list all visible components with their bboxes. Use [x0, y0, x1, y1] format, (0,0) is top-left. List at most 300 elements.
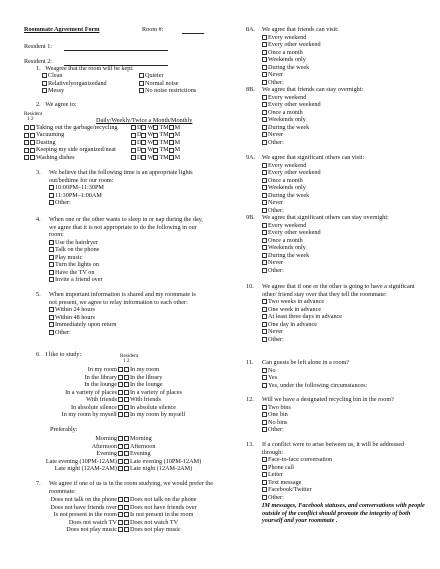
q3-number: 3. — [36, 169, 41, 176]
q8b-checkbox[interactable] — [262, 117, 267, 122]
q10-checkbox[interactable] — [262, 337, 267, 342]
q2-freq-code: W — [147, 131, 154, 139]
q2-freq-checkbox[interactable] — [169, 148, 174, 153]
q2-freq-checkbox[interactable] — [131, 140, 136, 145]
q13-option: Letter — [268, 471, 283, 479]
q2-freq-code: W — [147, 123, 154, 131]
q6-pref-option: Late evening (10PM-12AM) — [45, 457, 117, 465]
q7-option: Does not play music — [130, 526, 181, 533]
q13-checkbox[interactable] — [262, 465, 267, 470]
q12-checkbox[interactable] — [262, 412, 267, 417]
q8b-checkbox[interactable] — [262, 140, 267, 145]
q8b-checkbox[interactable] — [262, 95, 267, 100]
q2-freq-code: W — [147, 153, 154, 161]
q6-resident-label: Resident — [120, 353, 139, 359]
q2-task-rows — [24, 124, 229, 162]
q8a-checkbox[interactable] — [262, 50, 267, 55]
q9a-checkbox[interactable] — [262, 185, 267, 190]
q12-checkbox[interactable] — [262, 405, 267, 410]
q2-resident2-checkbox[interactable] — [30, 140, 35, 145]
q9a-checkbox[interactable] — [262, 163, 267, 168]
q8a-checkbox[interactable] — [262, 35, 267, 40]
q5-checkbox[interactable] — [49, 322, 54, 327]
q2-freq-checkbox[interactable] — [169, 133, 174, 138]
q2-resident1-checkbox[interactable] — [24, 133, 29, 138]
q4-checkbox[interactable] — [49, 240, 54, 245]
q2-resident2-checkbox[interactable] — [30, 155, 35, 160]
q5-text: When important information is shared and my roommate is not present, we agree to relay information to each other: — [49, 291, 196, 306]
q1-checkbox[interactable] — [42, 88, 47, 93]
q10-option: Two weeks in advance — [268, 298, 325, 306]
q2-task-label: Taking out the garbage/recycling — [36, 123, 118, 131]
q7-option: Does not watch TV — [130, 518, 179, 526]
q13-checkbox[interactable] — [262, 495, 267, 500]
q4-checkbox[interactable] — [49, 270, 54, 275]
q11-checkbox[interactable] — [262, 375, 267, 380]
resident1-label: Resident 1: — [24, 43, 53, 50]
q2-task-label: Vacuuming — [36, 131, 65, 139]
q6-pref-checkbox[interactable] — [124, 466, 129, 471]
q8a-option: Other: — [268, 78, 284, 86]
q2-freq-code: TM — [159, 131, 169, 139]
q7-checkbox[interactable] — [118, 520, 123, 525]
q8a-checkbox[interactable] — [262, 80, 267, 85]
q1-number: 1. — [36, 65, 41, 72]
q6-option: In absolute silence — [130, 403, 177, 411]
q6-checkbox[interactable] — [124, 397, 129, 402]
q6-checkbox[interactable] — [118, 405, 123, 410]
q3-checkbox[interactable] — [49, 185, 54, 190]
q1-option: No noise restrictions — [145, 87, 197, 94]
q6-pref-checkbox[interactable] — [124, 459, 129, 464]
q9b-option: Weekends only — [268, 244, 306, 252]
q1-option: Relativelyorganizedand — [48, 79, 107, 87]
q2-freq-code: M — [174, 131, 181, 139]
q4-option: Invite a friend over — [55, 276, 103, 284]
q8a-checkbox[interactable] — [262, 57, 267, 62]
question-9a — [246, 154, 432, 214]
q9a-checkbox[interactable] — [262, 193, 267, 198]
q2-resident1-checkbox[interactable] — [24, 148, 29, 153]
q9b-checkbox[interactable] — [262, 238, 267, 243]
q8a-option: Every weekend — [268, 33, 307, 41]
q12-number: 12. — [246, 396, 254, 403]
q9b-checkbox[interactable] — [262, 268, 267, 273]
q8b-checkbox[interactable] — [262, 110, 267, 115]
question-6 — [36, 351, 226, 364]
q6-pref-option: Afternoon — [130, 442, 156, 450]
q7-option: Does not watch TV — [68, 518, 117, 526]
q3-checkbox[interactable] — [49, 200, 54, 205]
q6-checkbox[interactable] — [118, 367, 123, 372]
q5-option: Immediately upon return — [55, 321, 117, 329]
q7-option: Does not play music — [66, 526, 117, 533]
q1-checkbox[interactable] — [42, 73, 47, 78]
q6-pref-checkbox[interactable] — [124, 444, 129, 449]
q8b-checkbox[interactable] — [262, 125, 267, 130]
q13-option: Other: — [268, 493, 284, 501]
q2-freq-checkbox[interactable] — [141, 125, 146, 130]
q10-number: 10. — [246, 283, 254, 290]
q2-resident1-checkbox[interactable] — [24, 155, 29, 160]
q3-option: 11:30PM–1:00AM — [55, 191, 102, 199]
q6-option: In a variety of places — [65, 388, 117, 396]
q2-freq-code: D — [137, 138, 142, 146]
q2-freq-checkbox[interactable] — [153, 155, 158, 160]
q6-pref-option: Late evening (10PM-12AM) — [130, 457, 202, 465]
q3-checkbox[interactable] — [49, 193, 54, 198]
question-10 — [246, 283, 432, 343]
q9b-text: We agree that significant others can stay overnight: — [262, 214, 389, 221]
q1-checkbox[interactable] — [42, 81, 47, 86]
q7-text: We agree if one of us is in the room studying, we would prefer the roommate: — [49, 480, 213, 495]
q6-left-options — [24, 366, 124, 419]
q6-checkbox[interactable] — [124, 390, 129, 395]
q4-option: Use the hairdryer — [55, 238, 98, 246]
q10-checkbox[interactable] — [262, 322, 267, 327]
q4-checkbox[interactable] — [49, 277, 54, 282]
q6-pref-option: Morning — [130, 435, 152, 442]
table-row — [24, 154, 229, 162]
q9a-option: During the week — [268, 191, 310, 199]
q11-option: Yes, under the following circumstances: — [268, 381, 368, 389]
question-9b — [246, 214, 432, 274]
q9b-checkbox[interactable] — [262, 245, 267, 250]
q7-option: Is not present in the room — [130, 511, 194, 518]
q6-checkbox[interactable] — [124, 367, 129, 372]
q8a-checkbox[interactable] — [262, 65, 267, 70]
q9a-checkbox[interactable] — [262, 208, 267, 213]
q8b-checkbox[interactable] — [262, 102, 267, 107]
q6-option: In the library — [84, 373, 117, 381]
question-13 — [246, 441, 432, 525]
q7-checkbox[interactable] — [124, 512, 129, 517]
question-8a — [246, 26, 432, 86]
q10-checkbox[interactable] — [262, 307, 267, 312]
q9b-checkbox[interactable] — [262, 253, 267, 258]
q7-checkbox[interactable] — [124, 505, 129, 510]
q2-freq-checkbox[interactable] — [141, 148, 146, 153]
q2-freq-checkbox[interactable] — [141, 133, 146, 138]
q10-option: One week in advance — [268, 305, 322, 313]
q8b-option: Every other weekend — [268, 101, 321, 109]
q4-checkbox[interactable] — [49, 255, 54, 260]
q1-left-options — [42, 72, 107, 95]
q6-pref-option: Late night (12AM-2AM) — [130, 465, 193, 472]
q3-option: Other: — [55, 199, 71, 207]
q6-checkbox[interactable] — [118, 390, 123, 395]
question-8b — [246, 86, 432, 146]
q2-freq-checkbox[interactable] — [141, 155, 146, 160]
q9a-option: Other: — [268, 206, 284, 214]
q2-freq-code: M — [174, 138, 181, 146]
q8a-checkbox[interactable] — [262, 42, 267, 47]
q2-resident1-checkbox[interactable] — [24, 125, 29, 130]
q2-resident-label: Resident — [24, 111, 43, 117]
q10-checkbox[interactable] — [262, 299, 267, 304]
q12-text: Will we have a designated recycling bin in the room? — [262, 396, 394, 403]
q12-option: Other: — [268, 426, 284, 434]
q5-number: 5. — [36, 291, 41, 298]
q2-freq-code: D — [137, 123, 142, 131]
q4-option: Talk on the phone — [55, 246, 100, 254]
q11-checkbox[interactable] — [262, 368, 267, 373]
q2-freq-code: TM — [159, 138, 169, 146]
q2-resident2-checkbox[interactable] — [30, 133, 35, 138]
q7-checkbox[interactable] — [124, 527, 129, 532]
q13-checkbox[interactable] — [262, 472, 267, 477]
q1-option: Normal noise — [145, 79, 179, 87]
q8b-option: Every weekend — [268, 93, 307, 101]
q2-freq-checkbox[interactable] — [153, 148, 158, 153]
q6-checkbox[interactable] — [124, 412, 129, 417]
q13-checkbox[interactable] — [262, 487, 267, 492]
q1-right-options — [139, 72, 196, 95]
q2-resident-nums: 1 2 — [27, 116, 34, 122]
q9a-option: Once a month — [268, 176, 303, 184]
q2-freq-code: D — [137, 146, 142, 154]
q5-checkbox[interactable] — [49, 330, 54, 335]
q6-checkbox[interactable] — [118, 375, 123, 380]
q6-option: With friends — [86, 396, 117, 403]
resident1-field[interactable] — [64, 45, 168, 51]
q2-freq-code: TM — [159, 123, 169, 131]
q1-option: Quieter — [145, 72, 164, 79]
q6-checkbox[interactable] — [118, 382, 123, 387]
q8a-option: Weekends only — [268, 56, 306, 64]
q6-option: In the lounge — [130, 381, 163, 388]
q6-pref-checkbox[interactable] — [124, 451, 129, 456]
q6-pref-option: Late night (12AM-2AM) — [54, 465, 117, 472]
q7-option: Does not talk on the phone — [130, 496, 197, 503]
q5-checkbox[interactable] — [49, 315, 54, 320]
q5-option: Other: — [55, 328, 71, 336]
q2-freq-checkbox[interactable] — [153, 140, 158, 145]
q7-option: Is not present in the room — [53, 511, 117, 518]
q7-option: Does not have friends over — [130, 503, 197, 511]
q5-option: Within 24 hours — [55, 306, 95, 314]
q6-right-options — [124, 366, 224, 419]
q9a-checkbox[interactable] — [262, 170, 267, 175]
q6-pref-left-options — [24, 435, 124, 473]
q13-text: If a conflict were to arise between us, it will be addressed through: — [262, 441, 405, 456]
q12-option: One bin — [268, 411, 288, 419]
q4-text: When one or the other wants to sleep in or nap during the day, we agree that it is not appropriate to do the following in our room: — [49, 216, 203, 239]
question-3 — [36, 169, 216, 207]
q6-checkbox[interactable] — [118, 412, 123, 417]
question-4 — [36, 216, 216, 284]
q4-number: 4. — [36, 216, 41, 223]
q2-freq-code: D — [137, 153, 142, 161]
q2-freq-checkbox[interactable] — [153, 133, 158, 138]
q9b-option: Other: — [268, 266, 284, 274]
q7-checkbox[interactable] — [118, 505, 123, 510]
q4-checkbox[interactable] — [49, 262, 54, 267]
table-row — [24, 147, 229, 155]
q9b-option: Every other weekend — [268, 229, 321, 237]
q6-pref-checkbox[interactable] — [124, 436, 129, 441]
q7-checkbox[interactable] — [118, 527, 123, 532]
q5-checkbox[interactable] — [49, 307, 54, 312]
q2-frequency-header: Daily/Weekly/Twice a Month/Monthly — [96, 117, 193, 124]
q11-checkbox[interactable] — [262, 383, 267, 388]
q8b-text: We agree that friends can stay overnight: — [262, 86, 364, 93]
q13-checkbox[interactable] — [262, 480, 267, 485]
q9a-checkbox[interactable] — [262, 200, 267, 205]
q6-pref-option: Evening — [96, 450, 117, 457]
q2-freq-checkbox[interactable] — [169, 155, 174, 160]
q6-checkbox[interactable] — [124, 405, 129, 410]
q1-checkbox[interactable] — [139, 73, 144, 78]
q6-checkbox[interactable] — [118, 397, 123, 402]
q1-option: Clean — [48, 72, 63, 79]
q7-left-options — [24, 496, 124, 534]
q7-option: Does not talk on the phone — [50, 496, 117, 503]
q2-freq-code: TM — [159, 146, 169, 154]
resident1-row — [24, 43, 229, 51]
q12-checkbox[interactable] — [262, 427, 267, 432]
q2-freq-checkbox[interactable] — [131, 148, 136, 153]
q12-checkbox[interactable] — [262, 420, 267, 425]
table-row — [24, 139, 229, 147]
form-title: Roommate Agreement Form — [24, 26, 100, 33]
q6-option: In my room — [87, 366, 117, 373]
q12-option: Two bins — [268, 403, 291, 411]
q6-pref-checkbox[interactable] — [118, 466, 123, 471]
q7-checkbox[interactable] — [118, 497, 123, 502]
q2-resident2-checkbox[interactable] — [30, 125, 35, 130]
q2-freq-checkbox[interactable] — [131, 125, 136, 130]
q7-option: Does not have friends over — [50, 503, 117, 511]
q7-checkbox[interactable] — [124, 520, 129, 525]
q2-freq-checkbox[interactable] — [153, 125, 158, 130]
q6-option: In my room by myself — [130, 411, 186, 418]
q5-option: Within 48 hours — [55, 313, 95, 321]
q9a-option: Weekends only — [268, 184, 306, 192]
q6-option: In my room by myself — [61, 411, 117, 418]
q2-freq-checkbox[interactable] — [141, 140, 146, 145]
q11-option: Yes — [268, 374, 278, 382]
q13-option: Phone call — [268, 463, 294, 471]
q4-checkbox[interactable] — [49, 247, 54, 252]
q11-text: Can guests be left alone in a room? — [262, 359, 350, 366]
q2-task-label: Keeping my side organized/neat — [36, 146, 116, 154]
question-11 — [246, 359, 432, 389]
q2-freq-checkbox[interactable] — [131, 133, 136, 138]
q2-task-label: Dusting — [36, 138, 56, 146]
room-number-field[interactable] — [182, 28, 204, 34]
q2-resident2-checkbox[interactable] — [30, 148, 35, 153]
q10-checkbox[interactable] — [262, 329, 267, 334]
q6-option: In absolute silence — [70, 403, 117, 411]
q8a-checkbox[interactable] — [262, 72, 267, 77]
q6-option: In my room — [130, 366, 160, 373]
q2-freq-checkbox[interactable] — [131, 155, 136, 160]
q7-checkbox[interactable] — [118, 512, 123, 517]
q1-checkbox[interactable] — [139, 88, 144, 93]
q1-checkbox[interactable] — [139, 81, 144, 86]
q8a-number: 8A. — [246, 26, 256, 33]
q9b-checkbox[interactable] — [262, 230, 267, 235]
question-1 — [36, 65, 226, 94]
q6-preferably-label: Preferably: — [50, 426, 78, 433]
q8b-option: Other: — [268, 138, 284, 146]
q10-option: At least three days in advance — [268, 313, 343, 321]
q9a-option: Never — [268, 199, 284, 207]
question-12 — [246, 396, 432, 434]
q6-option: In a variety of places — [130, 388, 182, 396]
q1-option: Messy — [48, 87, 65, 94]
q3-text: We believe that the following time is an appropriate lights out/bedtime for our room: — [49, 169, 193, 184]
q1-text: Weagree that the room will be kept: — [45, 65, 134, 72]
q9b-number: 9B. — [246, 214, 255, 221]
q6-checkbox[interactable] — [124, 382, 129, 387]
q9a-option: Every weekend — [268, 161, 307, 169]
q7-checkbox[interactable] — [124, 497, 129, 502]
q2-text: We agree to: — [45, 101, 77, 108]
question-5 — [36, 291, 216, 336]
q13-option: Text message — [268, 478, 302, 486]
q7-right-options — [124, 496, 224, 534]
q6-option: In the lounge — [84, 381, 117, 388]
q13-number: 13. — [246, 441, 254, 448]
q2-freq-code: D — [137, 131, 142, 139]
q8b-option: During the week — [268, 123, 310, 131]
q6-number: 6. — [36, 351, 41, 358]
q6-pref-checkbox[interactable] — [118, 451, 123, 456]
q8b-option: Once a month — [268, 108, 303, 116]
q8b-number: 8B. — [246, 86, 255, 93]
q6-pref-right-options — [124, 435, 224, 473]
q8a-text: We agree that friends can visit: — [262, 26, 339, 33]
resident2-label: Resident 2: — [24, 58, 53, 65]
q6-pref-checkbox[interactable] — [118, 459, 123, 464]
q8b-option: Weekends only — [268, 116, 306, 124]
q9b-option: Every weekend — [268, 221, 307, 229]
q11-option: No — [268, 366, 276, 374]
q4-option: Turn the lights on — [55, 261, 99, 269]
q9a-checkbox[interactable] — [262, 178, 267, 183]
q6-checkbox[interactable] — [124, 375, 129, 380]
q8a-option: Once a month — [268, 48, 303, 56]
q6-pref-checkbox[interactable] — [118, 436, 123, 441]
room-number-label: Room #: — [142, 26, 164, 33]
q13-checkbox[interactable] — [262, 457, 267, 462]
q13-option: Facebook/Twitter — [268, 486, 312, 494]
q2-task-label: Washing dishes — [36, 153, 75, 161]
q10-option: Other: — [268, 335, 284, 343]
q2-freq-checkbox[interactable] — [169, 140, 174, 145]
q6-pref-option: Evening — [130, 450, 151, 457]
q9a-number: 9A. — [246, 154, 256, 161]
q13-option: Face-to-face conversation — [268, 456, 333, 464]
q6-option: In the library — [130, 373, 163, 381]
q2-resident1-checkbox[interactable] — [24, 140, 29, 145]
q6-pref-checkbox[interactable] — [118, 444, 123, 449]
q9b-checkbox[interactable] — [262, 223, 267, 228]
q2-freq-code: W — [147, 138, 154, 146]
q2-freq-checkbox[interactable] — [169, 125, 174, 130]
q10-checkbox[interactable] — [262, 314, 267, 319]
q9b-checkbox[interactable] — [262, 260, 267, 265]
q2-freq-code: M — [174, 123, 181, 131]
q8a-option: During the week — [268, 63, 310, 71]
q2-table — [24, 111, 229, 161]
q2-freq-code: M — [174, 153, 181, 161]
q8a-option: Never — [268, 71, 284, 79]
q8b-checkbox[interactable] — [262, 132, 267, 137]
q6-pref-option: Afternoon — [91, 442, 117, 450]
